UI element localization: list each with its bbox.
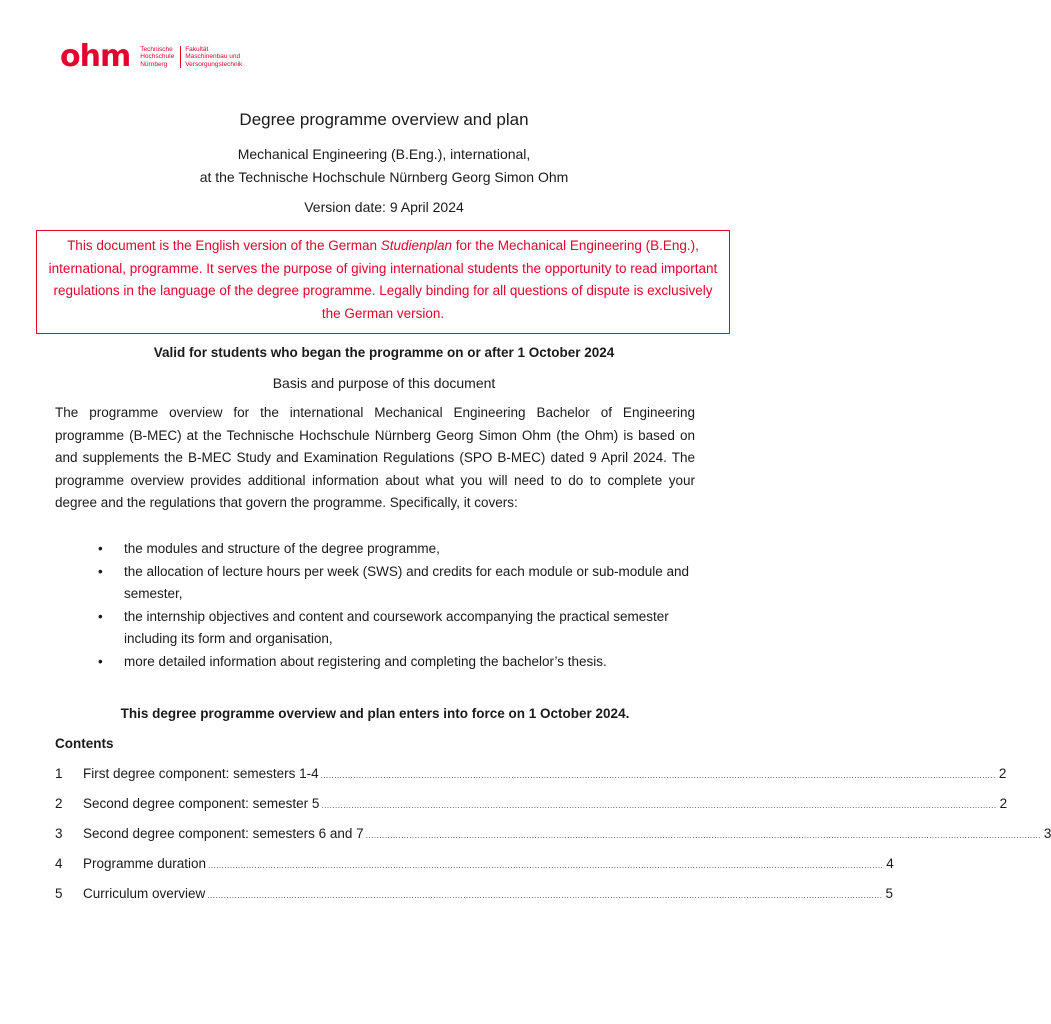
section-heading-basis: Basis and purpose of this document xyxy=(272,375,496,391)
document-title: Degree programme overview and plan xyxy=(239,110,529,129)
validity-statement: Valid for students who began the programme on or after 1 October 2024 xyxy=(153,345,615,360)
toc-entry-2[interactable] xyxy=(55,796,1008,826)
logo-line: Nürnberg xyxy=(140,60,168,68)
translation-notice-box xyxy=(36,230,730,334)
toc-label[interactable]: Programme duration xyxy=(83,856,207,871)
intro-paragraph: The programme overview for the international Mechanical Engineering Bachelor of Engineering programme (B-MEC) at the Technische Hochschule Nürnberg Georg Simon Ohm (the Ohm) is based on and supplements the B-MEC Study and Examination Regulations (SPO B-MEC) dated 9 April 2024. The programme overview provides additional information about what you will need to do to complete your degree and the regulations that govern the programme. Specifically, it covers: xyxy=(55,405,695,510)
bullet-icon: • xyxy=(98,563,103,579)
list-item-text: the modules and structure of the degree programme, xyxy=(124,541,440,556)
table-of-contents xyxy=(55,766,1051,916)
list-item-text: the internship objectives and content and coursework accompanying the practical semester including its form and organisation, xyxy=(124,608,669,646)
list-item xyxy=(98,606,698,651)
toc-leader: ........................................................................................................................................................................................................................................................ xyxy=(207,891,883,900)
bullet-icon: • xyxy=(98,608,103,624)
bullet-icon: • xyxy=(98,653,103,669)
toc-number: 2 xyxy=(55,796,63,811)
notice-italic-term: Studienplan xyxy=(380,238,453,253)
toc-label[interactable]: Second degree component: semesters 6 and 7 xyxy=(83,826,364,841)
toc-entry-3[interactable] xyxy=(55,826,1051,856)
toc-number: 1 xyxy=(55,766,63,781)
version-date: Version date: 9 April 2024 xyxy=(304,199,464,215)
toc-page: 2 xyxy=(999,796,1008,811)
toc-page: 4 xyxy=(886,856,894,871)
notice-text: This document is the English version of the German xyxy=(67,238,381,253)
bullet-icon: • xyxy=(98,541,103,556)
toc-label[interactable]: Second degree component: semester 5 xyxy=(83,796,320,811)
entry-into-force-statement: This degree programme overview and plan enters into force on 1 October 2024. xyxy=(120,706,630,721)
logo-line: Maschinenbau und xyxy=(185,53,241,61)
toc-leader: ........................................................................................................................................................................................................................................................ xyxy=(320,771,996,780)
toc-entry-4[interactable] xyxy=(55,856,894,886)
logo-line: Technische xyxy=(140,45,173,53)
toc-page: 5 xyxy=(885,886,894,901)
contents-heading: Contents xyxy=(55,736,114,751)
document-subtitle: Mechanical Engineering (B.Eng.), international, xyxy=(237,146,531,162)
toc-page: 2 xyxy=(998,766,1007,781)
list-item xyxy=(98,651,698,674)
toc-number: 5 xyxy=(55,886,63,901)
logo-line: Fakultät xyxy=(185,45,209,53)
list-item-text: the allocation of lecture hours per week (SWS) and credits for each module or sub-module and semester, xyxy=(124,563,690,601)
toc-label[interactable]: First degree component: semesters 1-4 xyxy=(83,766,319,781)
list-item xyxy=(98,561,698,606)
toc-entry-1[interactable] xyxy=(55,766,1007,796)
logo-faculty-name xyxy=(185,46,248,69)
toc-leader: ........................................................................................................................................................................................................................................................ xyxy=(365,831,1041,840)
logo-institution-name xyxy=(140,46,181,69)
logo-line: Hochschule xyxy=(140,53,175,61)
toc-number: 3 xyxy=(55,826,63,841)
toc-leader: ........................................................................................................................................................................................................................................................ xyxy=(321,801,997,810)
logo-wordmark: ohm xyxy=(60,39,131,74)
list-item xyxy=(98,538,698,561)
list-item-text: more detailed information about registering and completing the bachelor’s thesis. xyxy=(124,653,607,669)
university-logo xyxy=(60,39,248,74)
coverage-list xyxy=(98,538,698,673)
logo-line: Versorgungstechnik xyxy=(185,60,243,68)
toc-number: 4 xyxy=(55,856,63,871)
notice-text: for the Mechanical Engineering (B.Eng.), international, programme. It serves the purpose of giving international students the opportunity to read important regulations in the language of the degree programme. Legally binding for all questions of dispute is exclusively the German version. xyxy=(48,238,718,321)
document-subtitle-institution: at the Technische Hochschule Nürnberg Georg Simon Ohm xyxy=(199,169,569,185)
toc-label[interactable]: Curriculum overview xyxy=(83,886,206,901)
toc-page: 3 xyxy=(1043,826,1051,841)
toc-entry-5[interactable] xyxy=(55,886,894,916)
toc-leader: ........................................................................................................................................................................................................................................................ xyxy=(208,861,884,870)
